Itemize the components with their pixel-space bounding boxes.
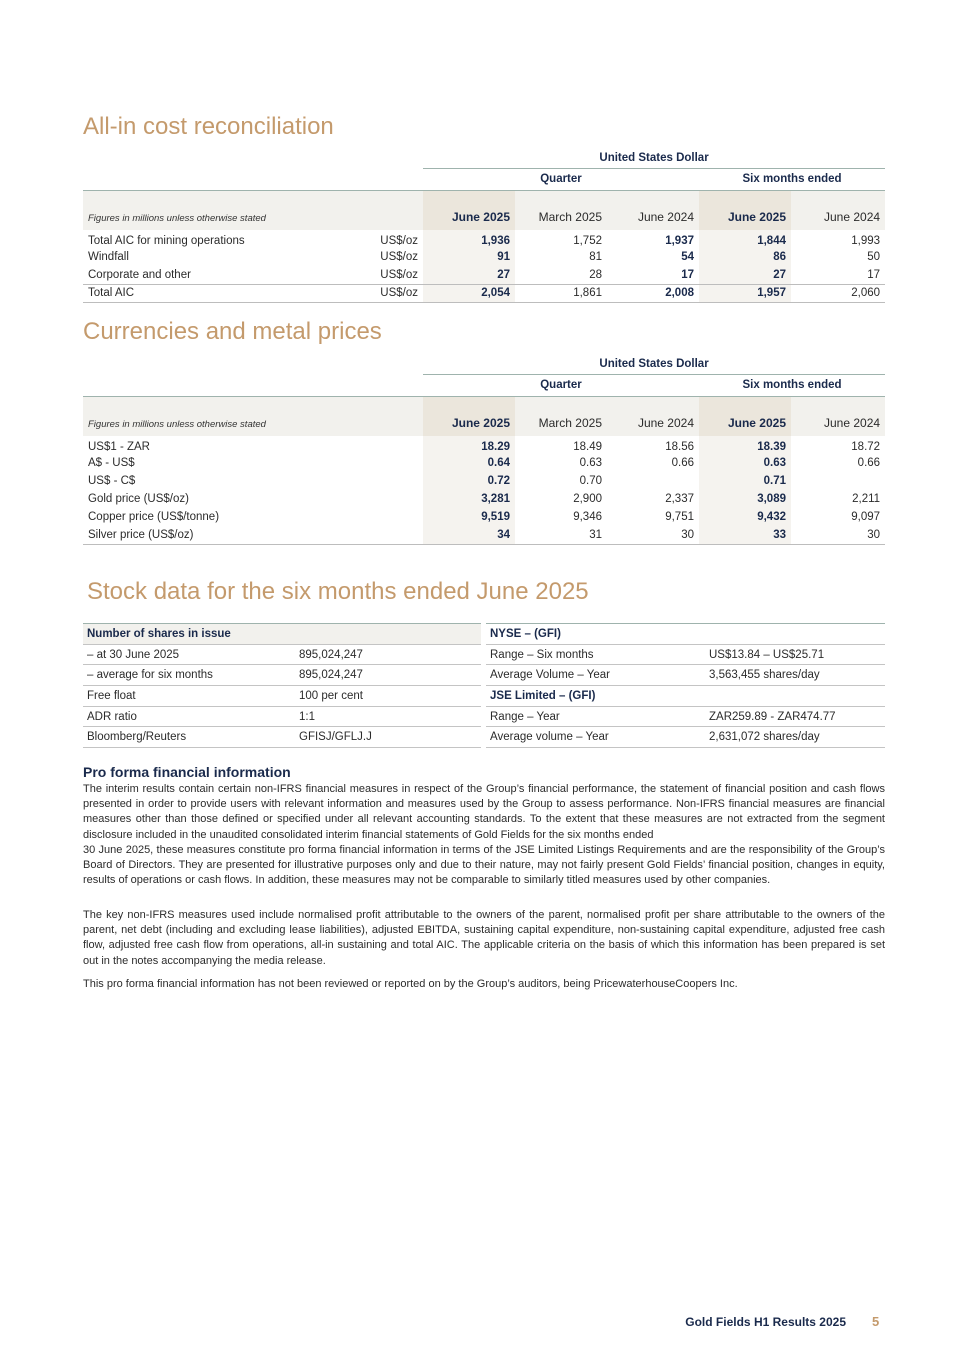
aic-col-header: June 2025 (699, 190, 791, 230)
cell: 27 (423, 266, 515, 284)
table-row (83, 508, 885, 526)
pro-forma-paragraph-1 (83, 782, 885, 888)
cell: 1,957 (699, 284, 791, 302)
row-value: 2,631,072 shares/day (705, 727, 885, 748)
row-unit: US$/oz (380, 251, 418, 263)
row-label: Bloomberg/Reuters (83, 727, 295, 748)
currencies-col-header: March 2025 (515, 396, 607, 436)
row-label: Silver price (US$/oz) (83, 526, 423, 544)
cell: 0.72 (423, 472, 515, 490)
row-label: Windfall (88, 251, 129, 263)
cell: 81 (589, 251, 602, 263)
row-label: Range – Six months (486, 644, 705, 665)
row-label: Average Volume – Year (486, 665, 705, 686)
table-row (83, 436, 885, 454)
row-unit: US$/oz (380, 268, 418, 281)
aic-title: All-in cost reconciliation (83, 113, 334, 140)
currencies-quarter-label: Quarter (423, 374, 699, 396)
jse-header: JSE Limited – (GFI) (486, 686, 885, 707)
cell: 1,861 (515, 284, 607, 302)
cell: 0.66 (857, 457, 881, 469)
row-label: Copper price (US$/tonne) (88, 511, 220, 523)
table-row (83, 230, 885, 248)
aic-table (83, 148, 885, 303)
cell: 0.64 (423, 454, 515, 472)
aic-note: Figures in millions unless otherwise stated (83, 190, 423, 230)
cell: 28 (589, 268, 602, 281)
cell: 30 (607, 526, 699, 544)
aic-col-header: March 2025 (515, 190, 607, 230)
table-row (83, 706, 481, 727)
row-label: Total AIC for mining operations (88, 235, 245, 247)
cell: 1,844 (699, 230, 791, 248)
cell: 9,432 (699, 508, 791, 526)
row-label: Free float (83, 686, 295, 707)
table-row (486, 665, 885, 686)
footer-title: Gold Fields H1 Results 2025 (685, 1315, 846, 1329)
row-label: Corporate and other (88, 268, 191, 281)
pro-forma-paragraph-1a: The interim results contain certain non-IFRS financial measures in respect of the Group’s financial performance, the statement of financial position and cash flows presented in order to provide users with relevant information and measures used by the Group to assess performance. Non-IFRS financial measures are financial measures other than those defined or specified under all relevant accounting standards. To the extent that these measures are not extracted from the segment disclosure included in the unaudited consolidated interim financial statements of Gold Fields for the six months ended (83, 783, 885, 841)
cell: 18.72 (851, 441, 881, 453)
cell: 3,089 (699, 490, 791, 508)
cell: 9,519 (423, 508, 515, 526)
table-row (83, 686, 481, 707)
cell: 9,097 (851, 511, 881, 523)
cell: 2,054 (423, 284, 515, 302)
row-label: – at 30 June 2025 (83, 644, 295, 665)
table-row (486, 727, 885, 748)
cell: 18.56 (665, 441, 694, 453)
cell: 2,008 (607, 284, 699, 302)
cell: 0.63 (699, 454, 791, 472)
currencies-title: Currencies and metal prices (83, 318, 382, 345)
cell: 27 (699, 266, 791, 284)
cell: 54 (681, 251, 694, 263)
cell: 0.71 (699, 472, 791, 490)
row-label: Total AIC (83, 284, 273, 302)
stock-shares-table (83, 623, 481, 748)
table-row (83, 644, 481, 665)
cell: 2,900 (573, 493, 602, 505)
table-row (83, 665, 481, 686)
pro-forma-paragraph-3: This pro forma financial information has not been reviewed or reported on by the Group’s auditors, being PricewaterhouseCoopers Inc. (83, 978, 738, 990)
cell: 34 (423, 526, 515, 544)
table-row (83, 454, 885, 472)
cell: 31 (515, 526, 607, 544)
cell: 0.66 (671, 457, 694, 469)
row-label: Average volume – Year (486, 727, 705, 748)
cell: 17 (681, 268, 694, 281)
cell: 18.29 (423, 436, 515, 454)
table-row (83, 248, 885, 266)
row-value: 100 per cent (295, 686, 481, 707)
row-value: 895,024,247 (295, 665, 481, 686)
row-value: ZAR259.89 - ZAR474.77 (705, 706, 885, 727)
cell: 9,751 (665, 511, 694, 523)
row-value: 1:1 (295, 706, 481, 727)
currencies-col-header: June 2024 (791, 396, 885, 436)
cell: 91 (423, 248, 515, 266)
cell: 30 (791, 526, 885, 544)
nyse-header: NYSE – (GFI) (486, 624, 885, 645)
currencies-six-months-label: Six months ended (699, 374, 885, 396)
aic-col-header: June 2024 (791, 190, 885, 230)
row-value: GFISJ/GFLJ.J (295, 727, 481, 748)
aic-quarter-label: Quarter (423, 168, 699, 190)
cell: 33 (699, 526, 791, 544)
pro-forma-paragraph-1b: 30 June 2025, these measures constitute pro forma financial information in terms of the JSE Limited Listings Requirements and are the responsibility of the Group’s Board of Directors. They are presented for illustrative purposes only and due to their nature, may not fairly present Gold Fields’ financial position, changes in equity, results of operations or cash flows. In addition, these measures may not be comparable to similarly titled measures used by other companies. (83, 843, 885, 887)
row-label: Range – Year (486, 706, 705, 727)
row-unit: US$/oz (380, 235, 418, 247)
cell: 50 (867, 251, 881, 263)
cell: 1,936 (423, 230, 515, 248)
row-label: Gold price (US$/oz) (88, 493, 189, 505)
currencies-group-label: United States Dollar (423, 354, 885, 374)
row-value: US$13.84 – US$25.71 (705, 644, 885, 665)
aic-six-months-label: Six months ended (699, 168, 885, 190)
row-label: A$ - US$ (88, 457, 135, 469)
table-row (83, 266, 885, 284)
cell: 1,752 (573, 235, 602, 247)
cell: 86 (699, 248, 791, 266)
stock-title: Stock data for the six months ended June 2025 (87, 578, 589, 605)
cell: 9,346 (573, 511, 602, 523)
currencies-col-header: June 2024 (607, 396, 699, 436)
cell: 1,993 (851, 235, 881, 247)
table-row-total (83, 284, 885, 302)
cell: 18.49 (573, 441, 602, 453)
cell: 1,937 (665, 235, 694, 247)
currencies-col-header: June 2025 (423, 396, 515, 436)
currencies-table (83, 354, 885, 545)
stock-exchange-table (486, 623, 885, 748)
row-label: ADR ratio (83, 706, 295, 727)
pro-forma-paragraph-2: The key non-IFRS measures used include normalised profit attributable to the owners of the parent, normalised profit per share attributable to the owners of the parent, net debt (including and excluding lease liabilities), adjusted EBITDA, sustaining capital expenditure, non-sustaining capital expenditure, adjusted free cash flow, adjusted free cash flow from operations, all-in sustaining and total AIC. The applicable criteria on the basis of which this information has been prepared is set out in the notes accompanying the media release. (83, 909, 885, 967)
cell: 2,060 (791, 284, 885, 302)
row-label: – average for six months (83, 665, 295, 686)
cell: 2,211 (852, 493, 881, 505)
shares-header: Number of shares in issue (83, 624, 481, 645)
cell: 0.63 (579, 457, 602, 469)
pro-forma-title: Pro forma financial information (83, 764, 291, 780)
page-number: 5 (872, 1314, 880, 1329)
row-value: 3,563,455 shares/day (705, 665, 885, 686)
row-value: 895,024,247 (295, 644, 481, 665)
currencies-col-header: June 2025 (699, 396, 791, 436)
row-label: US$1 - ZAR (88, 441, 150, 453)
cell: 3,281 (423, 490, 515, 508)
cell (791, 472, 885, 490)
table-row (83, 526, 885, 544)
table-row (83, 727, 481, 748)
cell (607, 472, 699, 490)
row-unit: US$/oz (273, 284, 423, 302)
table-row (83, 490, 885, 508)
aic-group-label: United States Dollar (423, 148, 885, 168)
cell: 0.70 (579, 475, 602, 487)
row-label: US$ - C$ (88, 475, 136, 487)
aic-col-header: June 2025 (423, 190, 515, 230)
table-row (486, 644, 885, 665)
cell: 18.39 (699, 436, 791, 454)
cell: 17 (867, 268, 881, 281)
cell: 2,337 (665, 493, 694, 505)
aic-col-header: June 2024 (607, 190, 699, 230)
table-row (83, 472, 885, 490)
currencies-note: Figures in millions unless otherwise stated (83, 396, 423, 436)
table-row (486, 706, 885, 727)
